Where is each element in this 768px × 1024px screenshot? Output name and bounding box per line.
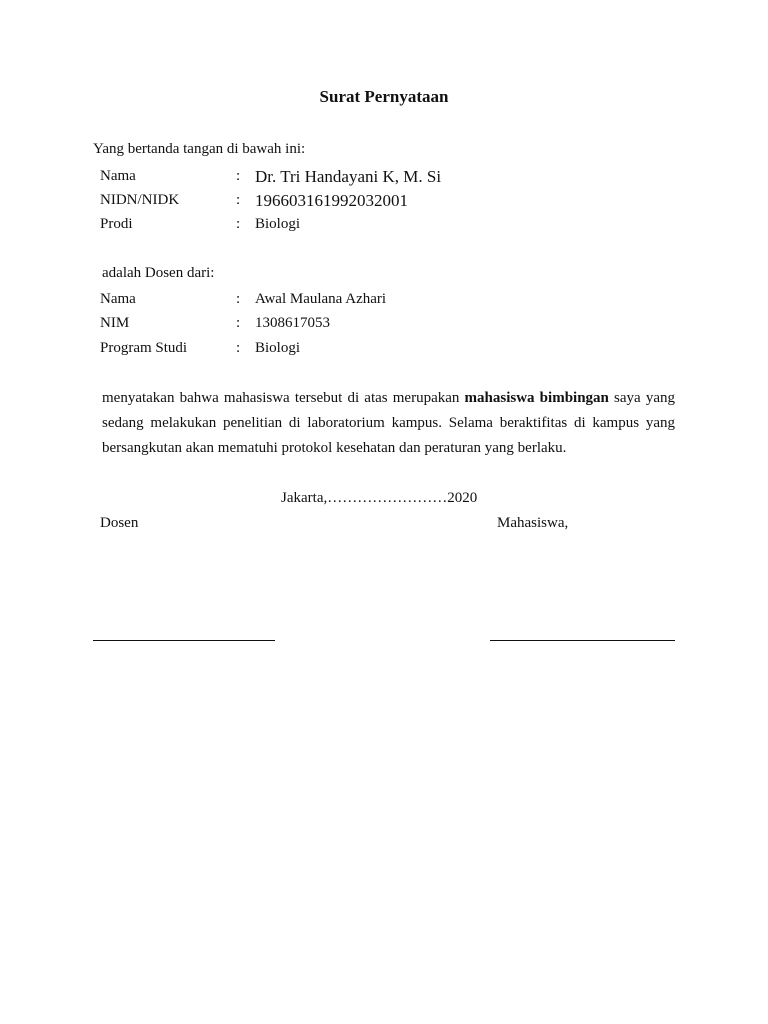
statement-text-after: saya yang sedang melakukan penelitian di laboratorium kampus. Selama beraktifitas di kampus yang bersangkutan akan mematuhi protokol kesehatan dan peraturan yang berlaku.	[102, 390, 675, 456]
lecturer-prodi-value: Biologi	[255, 216, 301, 232]
lecturer-name-value: Dr. Tri Handayani K, M. Si	[255, 167, 442, 186]
intro2-text: adalah Dosen dari:	[102, 265, 215, 281]
field-separator: :	[236, 192, 241, 208]
field-separator: :	[236, 315, 241, 331]
field-separator: :	[236, 216, 241, 232]
field-label: Nama	[100, 291, 136, 307]
student-program-value: Biologi	[255, 340, 301, 356]
field-label: NIDN/NIDK	[100, 192, 180, 208]
place-date: Jakarta,……………………2020	[281, 490, 478, 506]
statement-bold-text: mahasiswa bimbingan	[464, 390, 609, 406]
statement-paragraph	[102, 386, 675, 461]
field-label: NIM	[100, 315, 130, 331]
document-title: Surat Pernyataan	[319, 87, 449, 106]
signature-line-dosen	[93, 640, 275, 641]
signature-label-mahasiswa: Mahasiswa,	[497, 515, 569, 531]
intro-text: Yang bertanda tangan di bawah ini:	[93, 141, 306, 157]
student-nim-value: 1308617053	[255, 315, 330, 331]
student-name-value: Awal Maulana Azhari	[255, 291, 387, 307]
signature-line-mahasiswa	[490, 640, 675, 641]
field-label: Prodi	[100, 216, 133, 232]
signature-label-dosen: Dosen	[100, 515, 139, 531]
field-separator: :	[236, 340, 241, 356]
field-separator: :	[236, 168, 241, 184]
lecturer-nidn-value: 196603161992032001	[255, 191, 408, 210]
field-label: Program Studi	[100, 340, 188, 356]
field-separator: :	[236, 291, 241, 307]
statement-text-before: menyatakan bahwa mahasiswa tersebut di atas merupakan	[102, 390, 465, 406]
field-label: Nama	[100, 168, 136, 184]
